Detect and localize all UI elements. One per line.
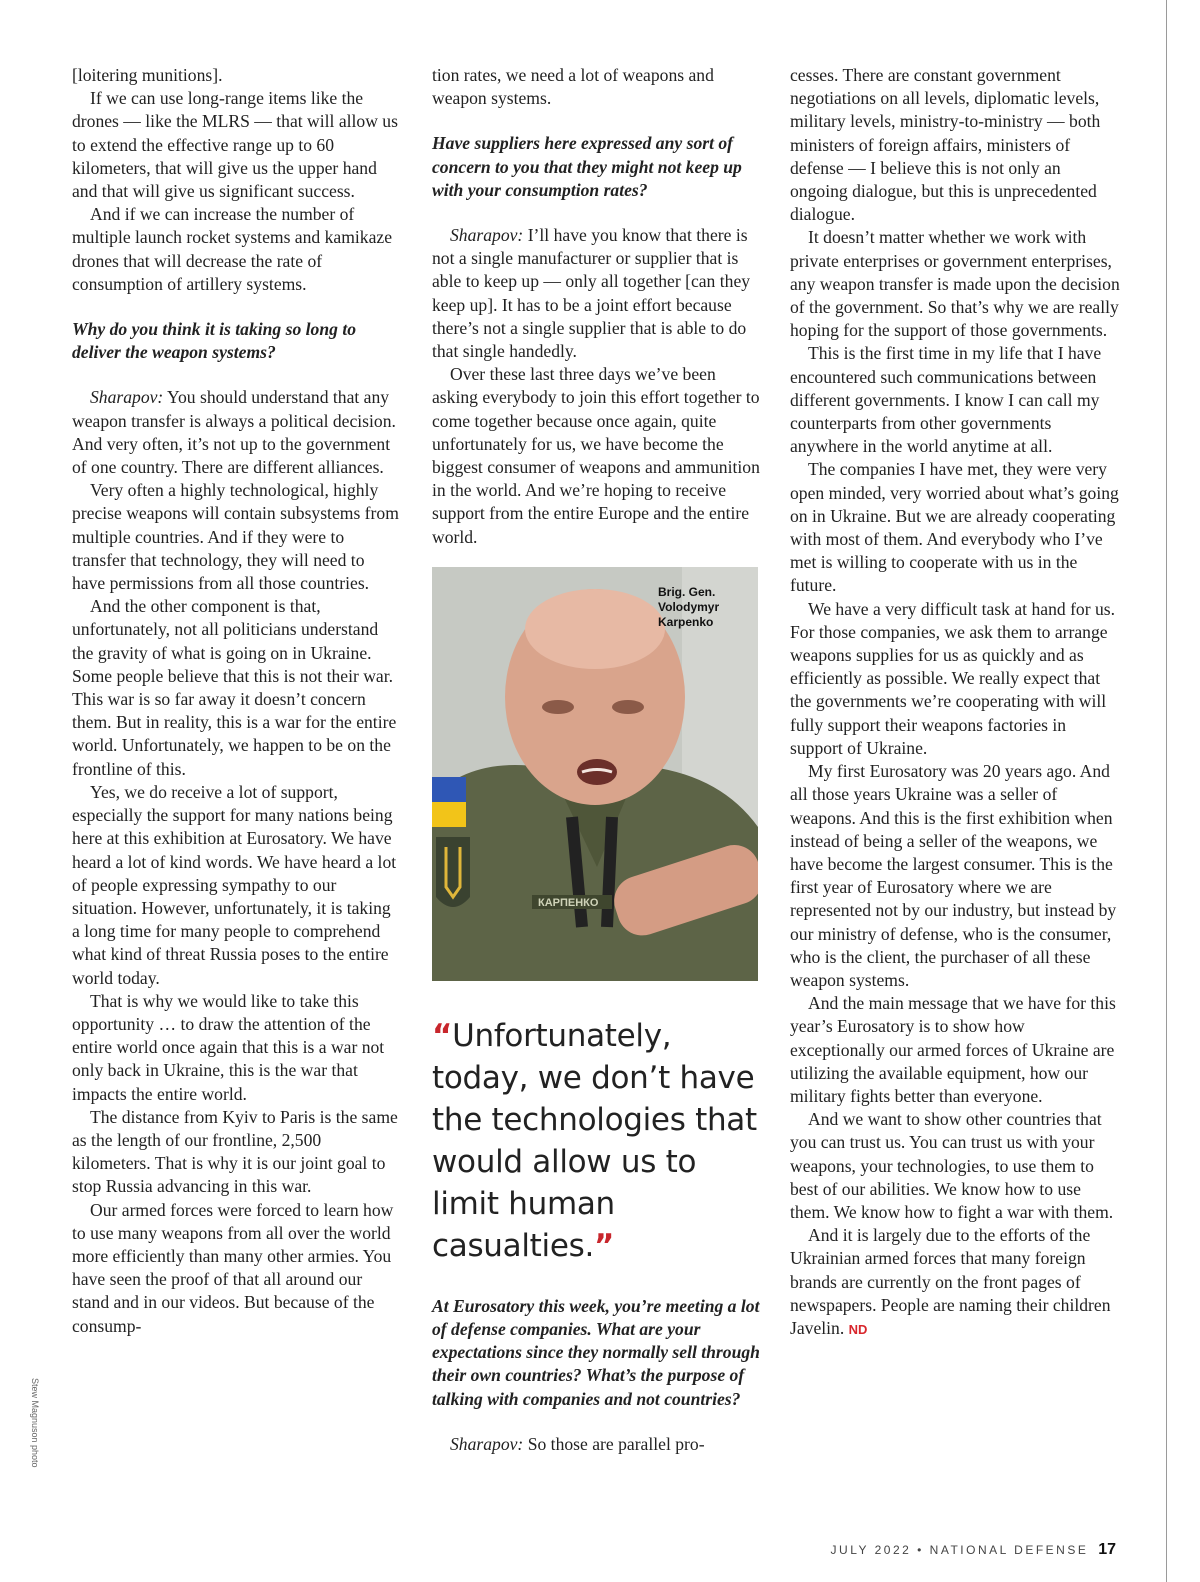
caption-line: Brig. Gen. xyxy=(658,584,716,599)
speaker-label: Sharapov: xyxy=(450,1433,524,1454)
paragraph: If we can use long-range items like the drones — like the MLRS — that will allow us to extend the effective range up to 60 kilometers, that will give us the upper hand and that will give us significant success. xyxy=(72,88,398,202)
page-footer xyxy=(831,1541,1116,1559)
page-edge-line xyxy=(1166,0,1167,1582)
column-2 xyxy=(432,64,760,1456)
answer-text: So those are parallel pro- xyxy=(527,1433,705,1454)
paragraph: tion rates, we need a lot of weapons and weapon systems. xyxy=(432,65,714,109)
paragraph xyxy=(790,1224,1120,1341)
portrait-photo xyxy=(432,567,758,981)
interview-question: At Eurosatory this week, you’re meeting a lot of defense companies. What are your expectations since they normally sell through their own countries? What’s the purpose of talking with companies and not countries? xyxy=(432,1295,760,1409)
column-3 xyxy=(790,64,1120,1341)
paragraph: The distance from Kyiv to Paris is the same as the length of our frontline, 2,500 kilometers. That is why it is our joint goal to stop Russia advancing in this war. xyxy=(72,1106,398,1197)
speaker-label: Sharapov: xyxy=(450,225,524,246)
paragraph-text: And it is largely due to the efforts of the Ukrainian armed forces that many foreign brands are currently on the front pages of newspapers. People are naming their children Javelin. xyxy=(790,1225,1111,1338)
answer-paragraph xyxy=(72,386,402,479)
paragraph: And the other component is that, unfortunately, not all politicians understand the gravity of what is going on in Ukraine. Some people believe that this is not their war. This war is so far away it doesn’t concern them. But in reality, this is a war for the entire world. Unfortunately, we happen to be on the frontline of this. xyxy=(72,596,397,779)
answer-paragraph xyxy=(432,1433,760,1456)
paragraph: Yes, we do receive a lot of support, especially the support for many nations being here at this exhibition at Eurosatory. We have heard a lot of kind words. We have heard a lot of people expressing sympathy to our situation. However, unfortunately, it is taking a long time for many people to comprehend what kind of threat Russia poses to the entire world today. xyxy=(72,781,397,988)
caption-line: Volodymyr xyxy=(658,599,720,614)
paragraph: cesses. There are constant government negotiations on all levels, diplomatic levels, military levels, ministry-to-ministry — both ministers of foreign affairs, ministers of defense — I believe this is not only an ongoing dialogue, but this is unprecedented dialogue. xyxy=(790,65,1101,225)
paragraph: Very often a highly technological, highly precise weapons will contain subsystems from multiple countries. And if they were to transfer that technology, they will need to have permissions from all those countries. xyxy=(72,480,399,594)
paragraph: It doesn’t matter whether we work with private enterprises or government enterprises, any weapon transfer is made upon the decision of the government. So that’s why we are really hoping for the support of those governments. xyxy=(790,227,1120,341)
answer-text: I’ll have you know that there is not a single manufacturer or supplier that is able to keep up — only all together [can they keep up]. It has to be a joint effort because there’s not a single supplier that is able to do that single handedly. xyxy=(432,225,751,362)
photo-credit: Stew Magnuson photo xyxy=(30,1378,40,1468)
paragraph: And the main message that we have for this year’s Eurosatory is to show how exceptionally our armed forces of Ukraine are utilizing the available equipment, how our military fights better than everyone. xyxy=(790,993,1116,1106)
paragraph: And if we can increase the number of multiple launch rocket systems and kamikaze drones that will decrease the rate of consumption of artillery systems. xyxy=(72,204,393,294)
interview-question: Why do you think it is taking so long to deliver the weapon systems? xyxy=(72,319,357,363)
end-mark: ND xyxy=(848,1321,868,1337)
paragraph: This is the first time in my life that I have encountered such communications between different governments. I know I can call my counterparts from other governments anywhere in the world anytime at all. xyxy=(790,343,1102,457)
paragraph: The companies I have met, they were very open minded, very worried about what’s going on in Ukraine. But we are already cooperating with most of them. And everybody who I’ve met is willing to cooperate with us in the future. xyxy=(790,459,1119,596)
uniform-nametag: КАРПЕНКО xyxy=(538,896,599,909)
answer-paragraph xyxy=(432,224,760,363)
open-quote-mark: “ xyxy=(432,1017,453,1054)
paragraph: [loitering munitions]. xyxy=(72,65,223,85)
column-1 xyxy=(72,64,402,1338)
paragraph: Over these last three days we’ve been asking everybody to join this effort together to come together because once again, quite unfortunately for us, we have become the biggest consumer of weapons and ammunition in the world. And we’re hoping to receive support from the entire Europe and the entire world. xyxy=(432,364,760,547)
pull-quote-text: Unfortunately, today, we don’t have the technologies that would allow us to limit human casualties. xyxy=(432,1017,757,1264)
interview-question: Have suppliers here expressed any sort of concern to you that they might not keep up with your consumption rates? xyxy=(432,133,742,200)
page-number: 17 xyxy=(1098,1541,1116,1558)
close-quote-mark: ” xyxy=(594,1227,615,1264)
paragraph: And we want to show other countries that you can trust us. You can trust us with your weapons, your technologies, to use them to best of our abilities. We know how to use them. We know how to fight a war with them. xyxy=(790,1109,1114,1222)
caption-line: Karpenko xyxy=(658,614,714,629)
answer-text: You should understand that any weapon transfer is always a political decision. And very often, it’s not up to the government of one country. There are different alliances. xyxy=(72,387,396,478)
photo-caption xyxy=(658,585,744,630)
paragraph: My first Eurosatory was 20 years ago. And all those years Ukraine was a seller of weapons. And this is the first exhibition when instead of being a seller of the weapons, we have become the largest consumer. This is the first year of Eurosatory where we are represented not by our industry, but instead by our ministry of defense, who is the consumer, who is the client, the purchaser of all these weapon systems. xyxy=(790,761,1117,990)
issue-label: JULY 2022 • NATIONAL DEFENSE xyxy=(830,1543,1089,1557)
paragraph: We have a very difficult task at hand for us. For those companies, we ask them to arrange weapons supplies for us as quickly and as efficiently as possible. We really expect that the governments we’re cooperating with will fully support their weapons factories in support of Ukraine. xyxy=(790,598,1116,758)
paragraph: Our armed forces were forced to learn how to use many weapons from all over the world more efficiently than many other armies. You have seen the proof of that all around our stand and in our videos. But because of the consump- xyxy=(72,1199,394,1336)
speaker-label: Sharapov: xyxy=(90,387,164,408)
paragraph: That is why we would like to take this opportunity … to draw the attention of the entire world once again that this is a war not only back in Ukraine, this is the war that impacts the entire world. xyxy=(72,990,385,1104)
pull-quote xyxy=(432,1015,760,1267)
